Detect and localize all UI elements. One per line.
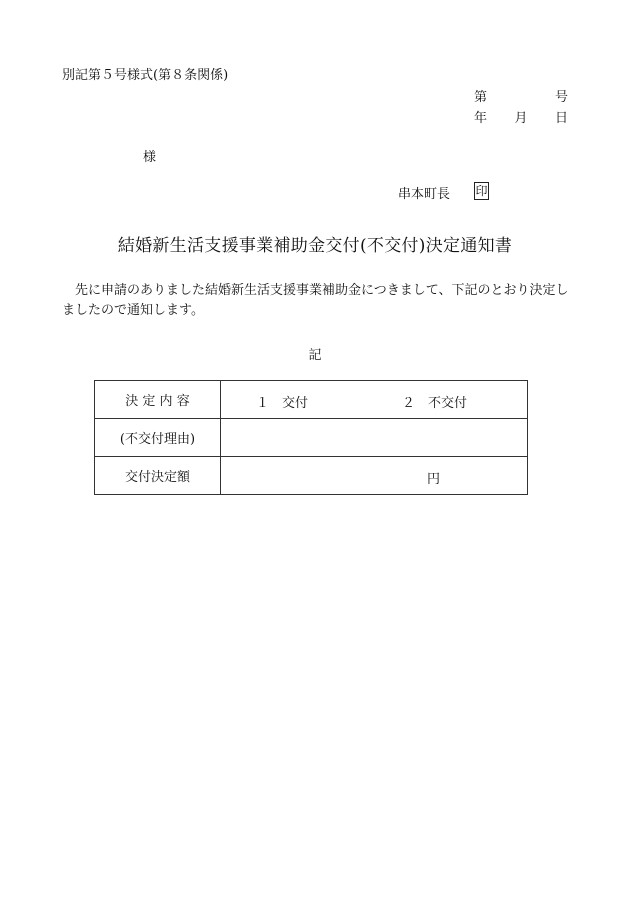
- decision-table: [94, 380, 528, 495]
- document-title: 結婚新生活支援事業補助金交付(不交付)決定通知書: [117, 236, 513, 256]
- number-suffix: 号: [554, 90, 568, 105]
- no-grant-reason-value: [221, 419, 528, 457]
- number-prefix: 第: [474, 90, 488, 105]
- decision-content-label: 決 定 内 容: [95, 381, 221, 419]
- grant-amount-label: 交付決定額: [95, 457, 221, 495]
- grant-amount-cell: [221, 457, 528, 495]
- body-paragraph: 先に申請のありました結婚新生活支援事業補助金につきまして、下記のとおり決定しましたので通知します。: [62, 283, 569, 318]
- addressee-honorific: 様: [143, 150, 157, 165]
- option-no-grant: ２ 不交付: [402, 396, 468, 411]
- table-row: [95, 457, 528, 495]
- decision-options-cell: [221, 381, 528, 419]
- date-line: [474, 107, 568, 126]
- issuer-title: 串本町長: [398, 187, 451, 202]
- form-reference: 別記第５号様式(第８条関係): [62, 68, 229, 83]
- document-number-line: [474, 86, 568, 105]
- date-day: 日: [554, 111, 568, 126]
- no-grant-reason-label: (不交付理由): [95, 419, 221, 457]
- ki-heading: 記: [308, 348, 322, 363]
- date-month: 月: [514, 111, 528, 126]
- seal-mark: 印: [475, 184, 488, 198]
- option-grant: １ 交付: [256, 396, 309, 411]
- yen-unit: 円: [427, 472, 441, 487]
- table-row: [95, 381, 528, 419]
- table-row: [95, 419, 528, 457]
- date-year: 年: [474, 111, 488, 126]
